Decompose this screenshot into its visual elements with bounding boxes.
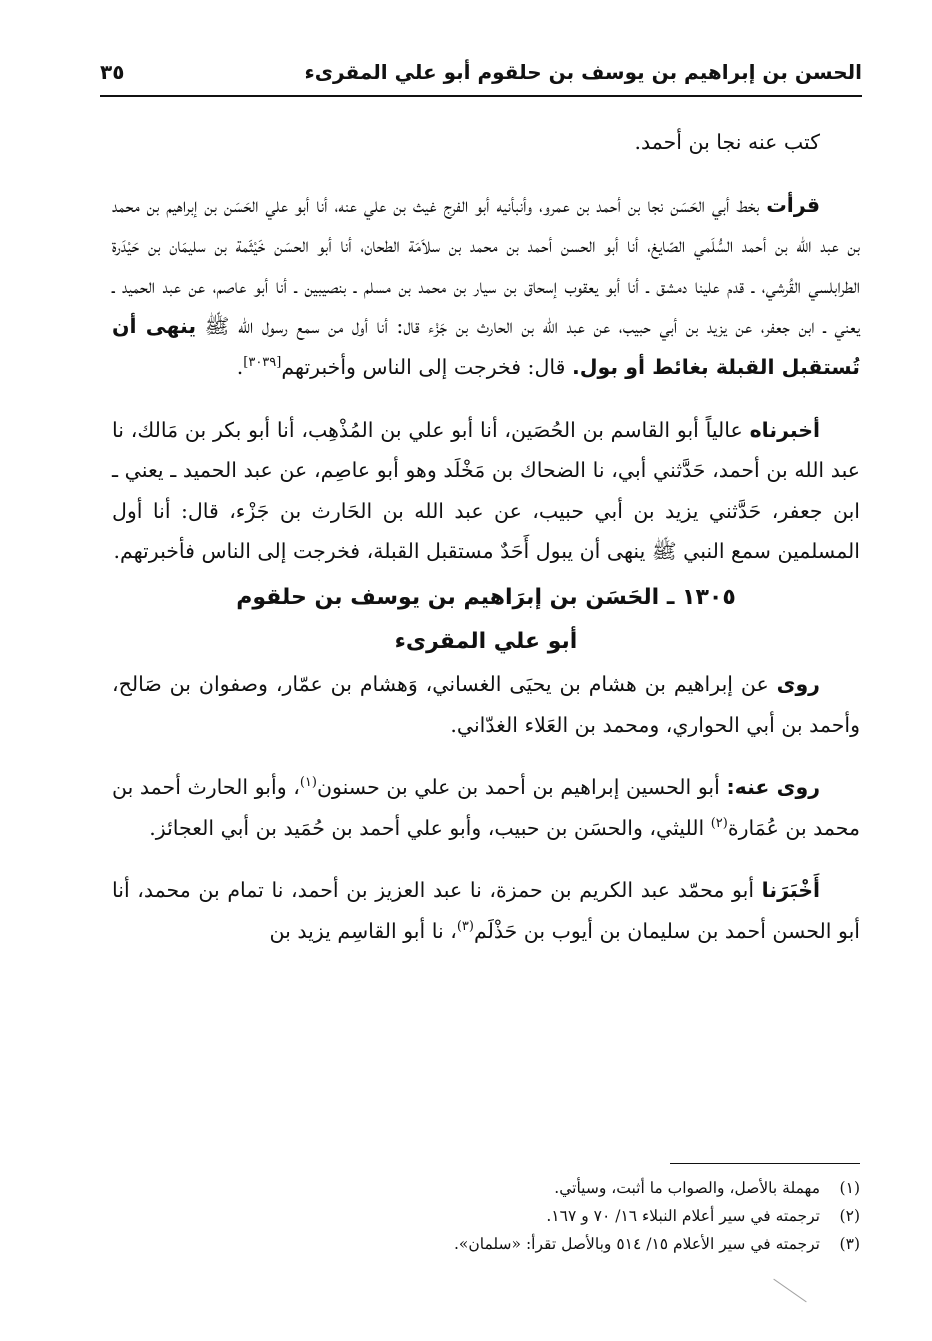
footnote-1-text: مهملة بالأصل، والصواب ما أثبت، وسيأتي.: [554, 1179, 820, 1197]
footnote-3: [200, 1230, 860, 1258]
entry-paragraph-2-lead: روى عنه:: [726, 775, 820, 800]
page-number: ٣٥: [100, 60, 125, 84]
entry-paragraph-2-text3: الليثي، والحسَن بن حبيب، وأبو علي أحمد بن حُمَيد بن أبي العجائز.: [149, 815, 711, 840]
paragraph-2-bold-phrase: ينهى أن تُستقبل القبلة بغائط أو بول.: [112, 314, 860, 379]
entry-paragraph-2: [112, 767, 860, 848]
entry-paragraph-3-text1: أبو محمّد عبد الكريم بن حمزة، نا عبد العزيز بن أحمد، نا تمام بن محمد، أنا أبو الحسن أحمد بن سليمان بن أيوب بن حَذْلَم: [112, 878, 860, 943]
entry-paragraph-3-text2: ، نا أبو القاسِم يزيد بن: [269, 918, 457, 943]
entry-paragraph-1-text: عن إبراهيم بن هشام بن يحيَى الغساني، وَهشام بن عمّار، وصفوان بن صَالح، وأحمد بن أبي الحواري، ومحمد بن العَلاء الغدّاني.: [112, 671, 860, 737]
footnotes: [200, 1174, 860, 1258]
paragraph-2-lead: قرأت: [766, 192, 820, 217]
paragraph-2-tail2: .: [236, 354, 244, 379]
footnote-ref-2[interactable]: (٢): [710, 815, 728, 831]
footnote-3-number: (٣): [839, 1235, 860, 1253]
entry-paragraph-1-lead: روى: [776, 671, 820, 696]
entry-heading-line1: ١٣٠٥ ـ الحَسَن بن إبرَاهيم بن يوسف بن حلقوم: [236, 584, 736, 610]
paragraph-2-tail: قال: فخرجت إلى الناس وأخبرتهم: [281, 354, 572, 379]
scan-mark: [773, 1279, 806, 1303]
paragraph-2: [112, 185, 860, 388]
paragraph-3-lead: أخبرناه: [749, 417, 820, 442]
header-rule: [100, 95, 862, 97]
footnote-rule: [670, 1163, 860, 1164]
entry-paragraph-3: [112, 870, 860, 951]
paragraph-1: [112, 122, 860, 163]
footnote-1: [200, 1174, 860, 1202]
running-head: [100, 56, 862, 88]
running-title: الحسن بن إبراهيم بن يوسف بن حلقوم أبو علي المقرىء: [304, 60, 862, 84]
main-text: [112, 122, 860, 952]
footnote-ref-1[interactable]: (١): [299, 775, 317, 791]
paragraph-2-text: بخط أبي الحَسَن نجا بن أحمد بن عمرو، وأنبأنيه أبو الفرج غيث بن علي عنه، أنا أبو علي الحَسَن بن إبراهيم بن محمد بن عبد الله بن أحمد السُّلَمي الصّايغ، أنا أبو الحسن أحمد بن محمد بن سلاَمَة الطحان، أنا أبو الحسَن خَيْثَمة بن سليمَان بن حَيْدَرة الطرابلسي القُرشي، ـ قدم علينا دمشق ـ أنا أبو يعقوب إسحاق بن سيار بن محمد بن مسلم ـ بنصيبين ـ أنا أبو عاصم، عن عبد الحميد ـ يعني ـ ابن جعفر، عن يزيد بن أبي حبيب، عن عبد الله بن الحارث بن جَزْء قال: أنا أول من سمع رسول الله ﷺ: [112, 192, 861, 339]
paragraph-1-text: كتب عنه نجا بن أحمد.: [634, 130, 820, 154]
paragraph-3-text: عالياً أبو القاسم بن الحُصَين، أنا أبو علي بن المُذْهِب، أنا أبو بكر بن مَالك، نا عبد الله بن أحمد، حَدَّثني أبي، نا الضحاك بن مَخْلَد وهو أبو عاصِم، عن عبد الحميد ـ يعني ـ ابن جعفر، حَدَّثني يزيد بن أبي حبيب، عن عبد الله بن الحَارث بن جَزْء، قال: أنا أول المسلمين سمع النبي ﷺ ينهى أن يبول أَحَدٌ مستقبل القبلة، فخرجت إلى الناس فأخبرتهم.: [112, 417, 860, 564]
paragraph-3: [112, 410, 860, 572]
footnote-2-number: (٢): [839, 1207, 860, 1225]
entry-paragraph-1: [112, 664, 860, 745]
entry-heading-line2: أبو علي المقرىء: [394, 628, 578, 654]
entry-paragraph-2-text1: أبو الحسين إبراهيم بن أحمد بن علي بن حسنون: [316, 775, 727, 800]
footnote-2: [200, 1202, 860, 1230]
footnote-3-text: ترجمته في سير الأعلام ١٥/ ٥١٤ وبالأصل تقرأ: «سلمان».: [453, 1235, 820, 1253]
footnote-2-text: ترجمته في سير أعلام النبلاء ١٦/ ٧٠ و ١٦٧.: [546, 1207, 820, 1225]
entry-paragraph-3-lead: أَخْبَرَنا: [761, 878, 820, 903]
footnote-1-number: (١): [839, 1179, 860, 1197]
paragraph-2-ref: [٣٠٣٩]: [243, 355, 282, 371]
entry-paragraph-2-text2: ، وأبو الحارث أحمد بن محمد بن عُمَارة: [112, 775, 860, 840]
footnote-ref-3[interactable]: (٣): [456, 919, 474, 935]
